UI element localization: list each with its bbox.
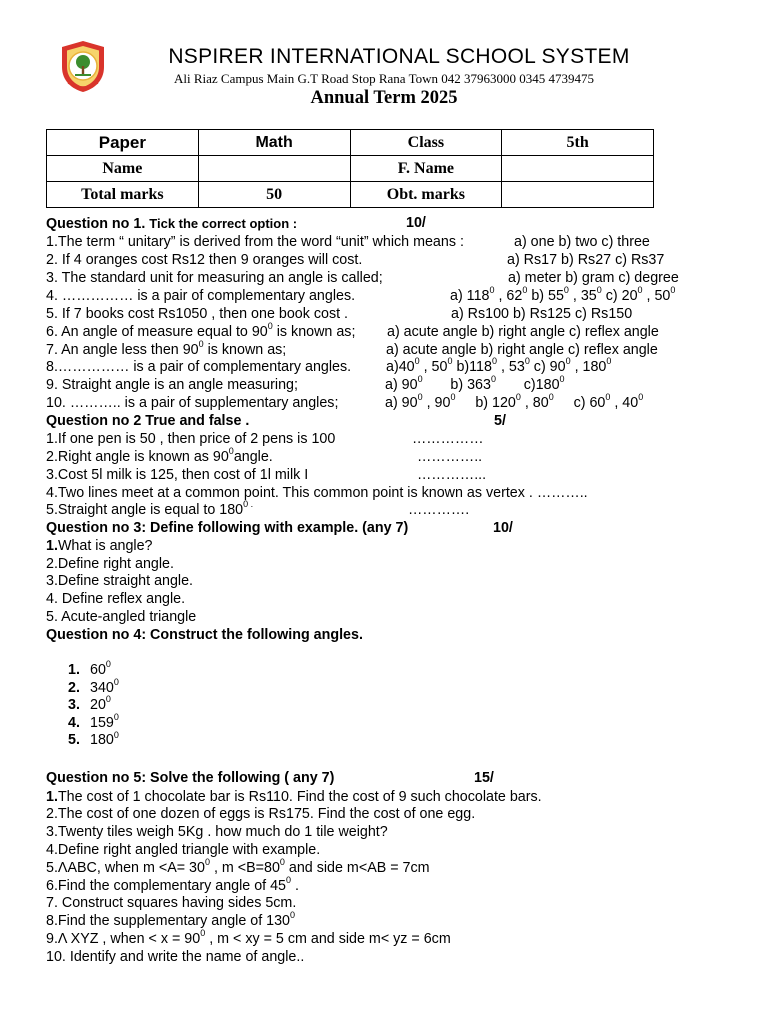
exam-title: Annual Term 2025 (310, 88, 458, 108)
q2-item-3-blank[interactable]: …………... (417, 467, 487, 483)
q1-item-2: 2. If 4 oranges cost Rs12 then 9 oranges will cost. (46, 252, 363, 268)
table-row (47, 130, 654, 156)
class-value: 5th (502, 130, 654, 156)
q1-heading-text: Question no 1. (46, 216, 150, 232)
q1-item-8: 8.…………… is a pair of complementary angles. (46, 359, 352, 375)
q3-item-4: 4. Define reflex angle. (46, 591, 186, 607)
table-row (47, 182, 654, 208)
q4-angle-list (46, 659, 119, 750)
school-name: NSPIRER INTERNATIONAL SCHOOL SYSTEM (168, 45, 630, 68)
q5-item-10: 10. Identify and write the name of angle.. (46, 949, 305, 965)
q5-item-4: 4.Define right angled triangle with example. (46, 842, 321, 858)
table-row (47, 156, 654, 182)
obt-marks-field[interactable] (502, 182, 654, 208)
q1-item-6-options: a) acute angle b) right angle c) reflex angle (387, 324, 659, 340)
obt-marks-label: Obt. marks (350, 182, 502, 208)
list-item: 4. $159^0$ (68, 712, 119, 731)
class-label: Class (350, 130, 502, 156)
q1-item-8-options: $a)40^0$ , $50^0$ $b)118^0$ , $53^0$ c) $90^0$ , $180^0$ (386, 356, 612, 375)
q2-item-1-blank[interactable]: …………… (412, 431, 484, 447)
q1-item-10-options: a) $90^0$ , $90^0$ b) $120^0$ , $80^0$ c) $60^0$ , $40^0$ (385, 392, 644, 411)
fname-label: F. Name (350, 156, 502, 182)
q1-item-3-options: a) meter b) gram c) degree (508, 270, 679, 286)
q1-item-9-options: a) $90^0$ b) $363^0$ $c)180^0$ (385, 374, 565, 393)
q3-item-5: 5. Acute-angled triangle (46, 609, 197, 625)
q1-item-5: 5. If 7 books cost Rs1050 , then one book cost . (46, 306, 349, 322)
q2-item-5: 5.Straight angle is equal to $180^{0 .}$ (46, 499, 254, 518)
q3-item-3: 3.Define straight angle. (46, 573, 194, 589)
student-info-table (46, 129, 654, 208)
q2-heading: Question no 2 True and false . (46, 413, 250, 429)
q1-heading (46, 215, 297, 233)
list-item: 5. $180^0$ (68, 729, 119, 749)
name-field[interactable] (198, 156, 350, 182)
q5-item-2: 2.The cost of one dozen of eggs is Rs175. Find the cost of one egg. (46, 806, 476, 822)
q5-item-9: 9.Λ XYZ , when < $x = 90^0$ , m < xy = 5 cm and side m< yz = 6cm (46, 928, 451, 947)
q1-item-2-options: a) Rs17 b) Rs27 c) Rs37 (507, 252, 665, 268)
q2-marks: 5/ (494, 413, 506, 429)
q1-item-7-options: a) acute angle b) right angle c) reflex angle (386, 342, 658, 358)
q5-marks: 15/ (474, 770, 494, 786)
q2-item-1: 1.If one pen is 50 , then price of 2 pens is 100 (46, 431, 336, 447)
q1-item-5-options: a) Rs100 b) Rs125 c) Rs150 (451, 306, 633, 322)
list-item: 3. $20^0$ (68, 694, 111, 714)
q2-item-2: 2.Right angle is known as $90^0angle$. (46, 446, 273, 465)
paper-label: Paper (47, 130, 199, 156)
list-item: 1. $60^0$ (68, 659, 111, 678)
q1-heading-sub: Tick the correct option : (149, 216, 298, 231)
q2-item-3: 3.Cost 5l milk is 125, then cost of 1l milk I (46, 467, 309, 483)
total-marks-label: Total marks (47, 182, 199, 208)
q4-heading: Question no 4: Construct the following angles. (46, 627, 363, 643)
q3-heading: Question no 3: Define following with example. (any 7) (46, 520, 409, 536)
q1-item-4: 4. …………… is a pair of complementary angles. (46, 288, 356, 304)
list-item: 2. $340^0$ (68, 676, 119, 696)
paper-value: Math (198, 130, 350, 156)
total-marks-value: 50 (198, 182, 350, 208)
q1-item-7: 7. An angle less then $90^0$ is known as; (46, 339, 287, 358)
q2-item-2-blank[interactable]: ………….. (417, 449, 483, 465)
q1-marks: 10/ (406, 215, 426, 231)
q5-item-3: 3.Twenty tiles weigh 5Kg . how much do 1 tile weight? (46, 824, 388, 840)
q5-item-7: 7. Construct squares having sides 5cm. (46, 895, 297, 911)
q1-item-10: 10. ……….. is a pair of supplementary angles; (46, 395, 339, 411)
fname-field[interactable] (502, 156, 654, 182)
q1-item-9: 9. Straight angle is an angle measuring; (46, 377, 298, 393)
q2-item-4: 4.Two lines meet at a common point. This common point is known as vertex . ……….. (46, 485, 588, 501)
q5-item-1: 1.The cost of 1 chocolate bar is Rs110. Find the cost of 9 such chocolate bars. (46, 789, 542, 805)
q3-item-1: 1.What is angle? (46, 538, 153, 554)
q5-item-6: 6.Find the complementary angle of $45^0$ . (46, 875, 299, 894)
q3-item-2: 2.Define right angle. (46, 556, 174, 572)
q5-heading: Question no 5: Solve the following ( any 7) (46, 770, 335, 786)
q1-item-3: 3. The standard unit for measuring an angle is called; (46, 270, 383, 286)
name-label: Name (47, 156, 199, 182)
q5-item-5: 5.ΛABC, when $m <A= 30^0$ , $m <B=80^0$ and side m<AB = 7cm (46, 857, 430, 876)
q3-marks: 10/ (493, 520, 513, 536)
school-address: Ali Riaz Campus Main G.T Road Stop Rana Town 042 37963000 0345 4739475 (173, 71, 594, 86)
q1-item-6: 6. An angle of measure equal to $90^0$ is known as; (46, 321, 356, 340)
q1-item-1-options: a) one b) two c) three (514, 234, 650, 250)
q2-item-5-blank[interactable]: …………. (408, 502, 470, 518)
q1-item-1: 1.The term “ unitary” is derived from the word “unit” which means : (46, 234, 464, 250)
q1-item-4-options: a) $118^0$ , $62^0$ b) $55^0$ , $35^0$ c) $20^0$ , $50^0$ (450, 285, 676, 304)
q5-item-8: 8.Find the supplementary angle of $130^0$ (46, 910, 296, 929)
